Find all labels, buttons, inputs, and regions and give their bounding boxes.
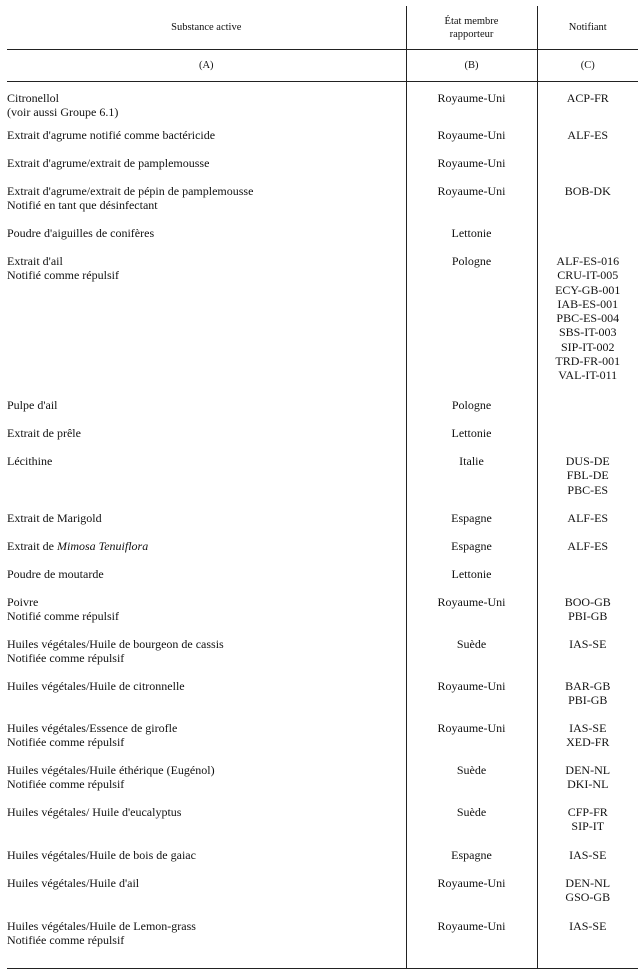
rapporteur-state-cell <box>406 679 537 721</box>
rapporteur-state-cell <box>406 848 537 876</box>
table-row <box>7 426 638 454</box>
substance-name: Extrait d'agrume/extrait de pépin de pamplemousse <box>7 184 254 198</box>
substance-note: Notifiée comme répulsif <box>7 933 125 948</box>
letter-c: (C) <box>537 50 638 82</box>
substance-note: Notifié comme répulsif <box>7 609 119 624</box>
notifier-cell <box>537 679 638 721</box>
notifier-cell <box>537 919 638 969</box>
substance-prefix: Extrait de <box>7 539 57 553</box>
substance-name: Extrait d'agrume/extrait de pamplemousse <box>7 156 210 170</box>
substance-cell <box>7 511 406 539</box>
letter-b: (B) <box>406 50 537 82</box>
rapporteur-state-cell <box>406 398 537 426</box>
notifier-code: DUS-DE <box>565 454 610 468</box>
substance-name: Huiles végétales/Essence de girofle <box>7 721 178 735</box>
table-row <box>7 876 638 919</box>
substance-name: Extrait d'agrume notifié comme bactéricide <box>7 128 216 142</box>
substance-cell <box>7 226 406 254</box>
table-row <box>7 156 638 184</box>
table-row <box>7 919 638 969</box>
substance-name: Huiles végétales/Huile éthérique (Eugénol) <box>7 763 215 777</box>
substance-name: Poudre de moutarde <box>7 567 104 581</box>
notifier-code: IAB-ES-001 <box>557 296 619 311</box>
substance-note: Notifiée comme répulsif <box>7 651 125 666</box>
rapporteur-state-cell <box>406 763 537 805</box>
rapporteur-state: Italie <box>459 454 484 468</box>
substance-note: Notifié comme répulsif <box>7 268 119 283</box>
substance-cell <box>7 398 406 426</box>
substance-cell <box>7 128 406 156</box>
table-row <box>7 226 638 254</box>
table-row <box>7 511 638 539</box>
substance-name: Extrait de prêle <box>7 426 81 440</box>
rapporteur-state-cell <box>406 567 537 595</box>
rapporteur-state: Espagne <box>451 539 492 553</box>
substance-name: Huiles végétales/ Huile d'eucalyptus <box>7 805 182 819</box>
substance-cell <box>7 454 406 511</box>
column-letters-row <box>7 50 638 82</box>
substance-note: Notifiée comme répulsif <box>7 777 125 792</box>
table-row <box>7 721 638 763</box>
notifier-code: ALF-ES <box>567 539 609 553</box>
notifier-cell <box>537 426 638 454</box>
rapporteur-state: Lettonie <box>451 226 492 240</box>
header-notifier: Notifiant <box>537 6 638 50</box>
substance-name: Huiles végétales/Huile de bourgeon de cassis <box>7 637 224 651</box>
rapporteur-state: Royaume-Uni <box>437 91 506 105</box>
table-row <box>7 679 638 721</box>
substance-cell <box>7 595 406 637</box>
substance-italic-name: Mimosa Tenuiflora <box>56 539 149 553</box>
notifier-cell <box>537 156 638 184</box>
notifier-cell <box>537 721 638 763</box>
notifier-cell <box>537 511 638 539</box>
header-row <box>7 6 638 50</box>
notifier-code: ALF-ES <box>567 128 609 142</box>
substance-cell <box>7 539 406 567</box>
substance-note: Notifié en tant que désinfectant <box>7 198 158 213</box>
table-row <box>7 82 638 129</box>
substance-name: Poivre <box>7 595 39 609</box>
table-row <box>7 595 638 637</box>
substance-note: (voir aussi Groupe 6.1) <box>7 105 119 120</box>
rapporteur-state: Royaume-Uni <box>437 156 506 170</box>
notifier-code: BOO-GB <box>564 595 611 609</box>
notifier-code: ACP-FR <box>566 91 609 105</box>
rapporteur-state: Suède <box>456 805 487 819</box>
substances-table <box>7 6 638 969</box>
rapporteur-state-cell <box>406 128 537 156</box>
rapporteur-state: Suède <box>456 637 487 651</box>
notifier-code: IAS-SE <box>569 637 607 651</box>
notifier-cell <box>537 637 638 679</box>
substance-name: Extrait de Marigold <box>7 511 102 525</box>
substance-cell <box>7 721 406 763</box>
notifier-cell <box>537 254 638 398</box>
notifier-cell <box>537 226 638 254</box>
notifier-cell <box>537 595 638 637</box>
notifier-cell <box>537 567 638 595</box>
substance-name: Extrait d'ail <box>7 254 63 268</box>
rapporteur-state: Royaume-Uni <box>437 721 506 735</box>
rapporteur-state: Lettonie <box>451 567 492 581</box>
rapporteur-state-cell <box>406 454 537 511</box>
rapporteur-state-cell <box>406 595 537 637</box>
substance-cell <box>7 919 406 969</box>
notifier-code: IAS-SE <box>569 919 607 933</box>
notifier-code: PBI-GB <box>568 693 608 708</box>
notifier-code: CFP-FR <box>567 805 608 819</box>
notifier-code: DEN-NL <box>565 876 611 890</box>
substance-cell <box>7 637 406 679</box>
rapporteur-state-cell <box>406 539 537 567</box>
letter-a: (A) <box>7 50 406 82</box>
substance-line <box>7 539 406 553</box>
notifier-code: PBC-ES <box>567 482 609 497</box>
rapporteur-state: Espagne <box>451 511 492 525</box>
rapporteur-state-cell <box>406 226 537 254</box>
notifier-code: BOB-DK <box>564 184 611 198</box>
table-row <box>7 567 638 595</box>
substance-note: Notifiée comme répulsif <box>7 735 125 750</box>
substance-cell <box>7 848 406 876</box>
notifier-code: ECY-GB-001 <box>555 282 621 297</box>
rapporteur-state: Royaume-Uni <box>437 919 506 933</box>
rapporteur-state: Lettonie <box>451 426 492 440</box>
notifier-cell <box>537 876 638 919</box>
notifier-cell <box>537 184 638 226</box>
rapporteur-state: Pologne <box>451 398 492 412</box>
notifier-code: PBI-GB <box>568 609 608 624</box>
substance-cell <box>7 82 406 129</box>
notifier-cell <box>537 82 638 129</box>
notifier-cell <box>537 454 638 511</box>
rapporteur-state-cell <box>406 184 537 226</box>
notifier-code: BAR-GB <box>565 679 611 693</box>
notifier-code: SBS-IT-003 <box>558 325 617 340</box>
rapporteur-state: Espagne <box>451 848 492 862</box>
notifier-code: ALF-ES-016 <box>556 254 620 268</box>
notifier-code: VAL-IT-011 <box>558 368 618 383</box>
substance-name: Poudre d'aiguilles de conifères <box>7 226 155 240</box>
substance-name: Citronellol <box>7 91 59 105</box>
notifier-cell <box>537 805 638 848</box>
notifier-code: IAS-SE <box>569 721 607 735</box>
notifier-cell <box>537 128 638 156</box>
substance-cell <box>7 876 406 919</box>
header-substance: Substance active <box>7 6 406 50</box>
substance-name: Huiles végétales/Huile de bois de gaiac <box>7 848 196 862</box>
table-row <box>7 184 638 226</box>
table-row <box>7 539 638 567</box>
notifier-code: FBL-DE <box>566 468 609 483</box>
table-row <box>7 128 638 156</box>
substance-cell <box>7 567 406 595</box>
notifier-code: GSO-GB <box>565 890 611 905</box>
table-row <box>7 848 638 876</box>
table-row <box>7 254 638 398</box>
notifier-cell <box>537 398 638 426</box>
table-row <box>7 763 638 805</box>
rapporteur-state-cell <box>406 511 537 539</box>
substance-cell <box>7 184 406 226</box>
rapporteur-state-cell <box>406 426 537 454</box>
notifier-code: CRU-IT-005 <box>557 268 619 283</box>
rapporteur-state-cell <box>406 876 537 919</box>
rapporteur-state: Royaume-Uni <box>437 128 506 142</box>
notifier-code: XED-FR <box>566 735 610 750</box>
notifier-code: ALF-ES <box>567 511 609 525</box>
table-body <box>7 82 638 969</box>
substance-cell <box>7 763 406 805</box>
notifier-cell <box>537 763 638 805</box>
rapporteur-state: Suède <box>456 763 487 777</box>
notifier-code: SIP-IT-002 <box>560 339 615 354</box>
rapporteur-state: Royaume-Uni <box>437 184 506 198</box>
substance-cell <box>7 254 406 398</box>
substance-cell <box>7 156 406 184</box>
substance-name: Pulpe d'ail <box>7 398 58 412</box>
table-row <box>7 398 638 426</box>
substance-name: Huiles végétales/Huile de citronnelle <box>7 679 185 693</box>
rapporteur-state-cell <box>406 82 537 129</box>
rapporteur-state: Royaume-Uni <box>437 876 506 890</box>
rapporteur-state: Royaume-Uni <box>437 595 506 609</box>
rapporteur-state-cell <box>406 721 537 763</box>
notifier-code: SIP-IT <box>571 819 605 834</box>
header-state: État membre rapporteur <box>406 6 537 50</box>
notifier-code: DKI-NL <box>567 777 609 792</box>
substance-name: Lécithine <box>7 454 53 468</box>
notifier-cell <box>537 539 638 567</box>
rapporteur-state-cell <box>406 156 537 184</box>
table-row <box>7 454 638 511</box>
notifier-code: DEN-NL <box>565 763 611 777</box>
substance-name: Huiles végétales/Huile de Lemon-grass <box>7 919 196 933</box>
rapporteur-state-cell <box>406 254 537 398</box>
table-row <box>7 805 638 848</box>
rapporteur-state: Royaume-Uni <box>437 679 506 693</box>
substance-name: Huiles végétales/Huile d'ail <box>7 876 140 890</box>
substance-cell <box>7 426 406 454</box>
notifier-code: PBC-ES-004 <box>556 311 620 326</box>
notifier-cell <box>537 848 638 876</box>
notifier-code: TRD-FR-001 <box>555 354 621 369</box>
notifier-code: IAS-SE <box>569 848 607 862</box>
rapporteur-state-cell <box>406 637 537 679</box>
substance-cell <box>7 679 406 721</box>
rapporteur-state-cell <box>406 805 537 848</box>
rapporteur-state: Pologne <box>451 254 492 268</box>
table-row <box>7 637 638 679</box>
substance-cell <box>7 805 406 848</box>
rapporteur-state-cell <box>406 919 537 969</box>
